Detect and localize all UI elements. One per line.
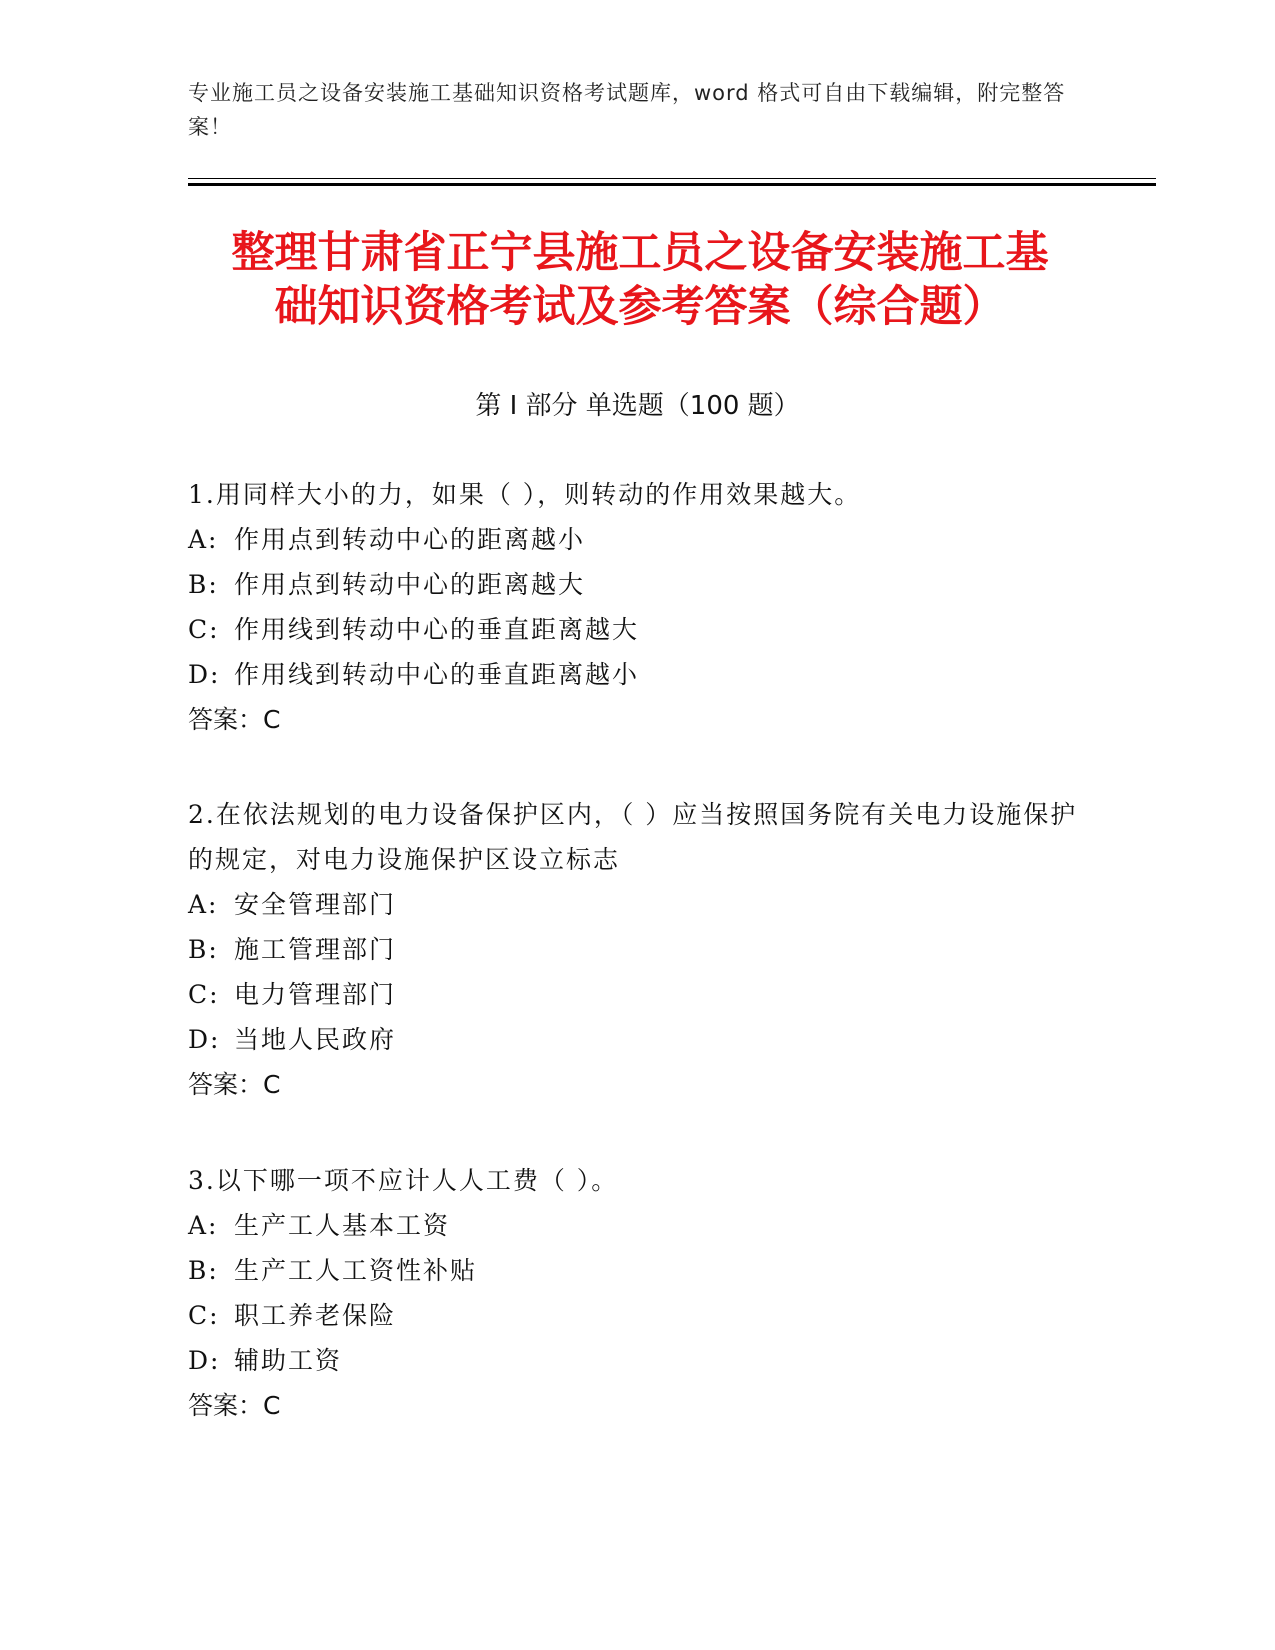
option-d	[188, 1017, 1088, 1062]
option-c	[188, 972, 1088, 1017]
option-text: 生产工人工资性补贴	[234, 1256, 478, 1285]
option-text: 作用点到转动中心的距离越小	[234, 525, 586, 554]
question-3	[188, 1158, 1088, 1428]
option-d	[188, 652, 1088, 697]
question-stem: 1.用同样大小的力，如果（ ），则转动的作用效果越大。	[188, 480, 862, 509]
option-letter: D:	[188, 1346, 221, 1375]
option-letter: C:	[188, 615, 220, 644]
header-divider-thin	[188, 178, 1156, 179]
answer: 答案：C	[188, 1070, 281, 1099]
option-b	[188, 562, 1088, 607]
option-letter: C:	[188, 980, 220, 1009]
question-stem: 3.以下哪一项不应计人人工费（ ）。	[188, 1166, 619, 1195]
option-a	[188, 1203, 1088, 1248]
question-1	[188, 472, 1088, 742]
option-text: 安全管理部门	[234, 890, 397, 919]
question-2	[188, 792, 1088, 1107]
option-a	[188, 517, 1088, 562]
option-b	[188, 927, 1088, 972]
document-title	[160, 226, 1120, 334]
option-d	[188, 1338, 1088, 1383]
option-text: 作用线到转动中心的垂直距离越大	[234, 615, 640, 644]
option-text: 电力管理部门	[234, 980, 397, 1009]
option-letter: A:	[188, 1211, 219, 1240]
option-letter: C:	[188, 1301, 220, 1330]
header-note: 专业施工员之设备安装施工基础知识资格考试题库，word 格式可自由下载编辑，附完整答案！	[188, 81, 1066, 139]
document-title-line-1: 整理甘肃省正宁县施工员之设备安装施工基	[231, 228, 1049, 278]
option-c	[188, 607, 1088, 652]
option-text: 作用线到转动中心的垂直距离越小	[234, 660, 640, 689]
option-text: 作用点到转动中心的距离越大	[234, 570, 586, 599]
option-b	[188, 1248, 1088, 1293]
option-text: 职工养老保险	[234, 1301, 397, 1330]
option-text: 生产工人基本工资	[234, 1211, 451, 1240]
header-divider-thick	[188, 183, 1156, 186]
option-letter: D:	[188, 660, 221, 689]
option-letter: B:	[188, 935, 219, 964]
question-stem: 2.在依法规划的电力设备保护区内，（ ）应当按照国务院有关电力设施保护的规定，对电力设施保护区设立标志	[188, 800, 1078, 874]
option-letter: D:	[188, 1025, 221, 1054]
document-title-line-2: 础知识资格考试及参考答案（综合题）	[274, 282, 1006, 332]
answer: 答案：C	[188, 1391, 281, 1420]
answer: 答案：C	[188, 705, 281, 734]
option-letter: B:	[188, 570, 219, 599]
option-text: 辅助工资	[234, 1346, 343, 1375]
option-a	[188, 882, 1088, 927]
option-letter: B:	[188, 1256, 219, 1285]
option-text: 当地人民政府	[234, 1025, 397, 1054]
section-title: 第 I 部分 单选题（100 题）	[475, 391, 800, 421]
option-letter: A:	[188, 525, 219, 554]
option-c	[188, 1293, 1088, 1338]
option-text: 施工管理部门	[234, 935, 397, 964]
option-letter: A:	[188, 890, 219, 919]
